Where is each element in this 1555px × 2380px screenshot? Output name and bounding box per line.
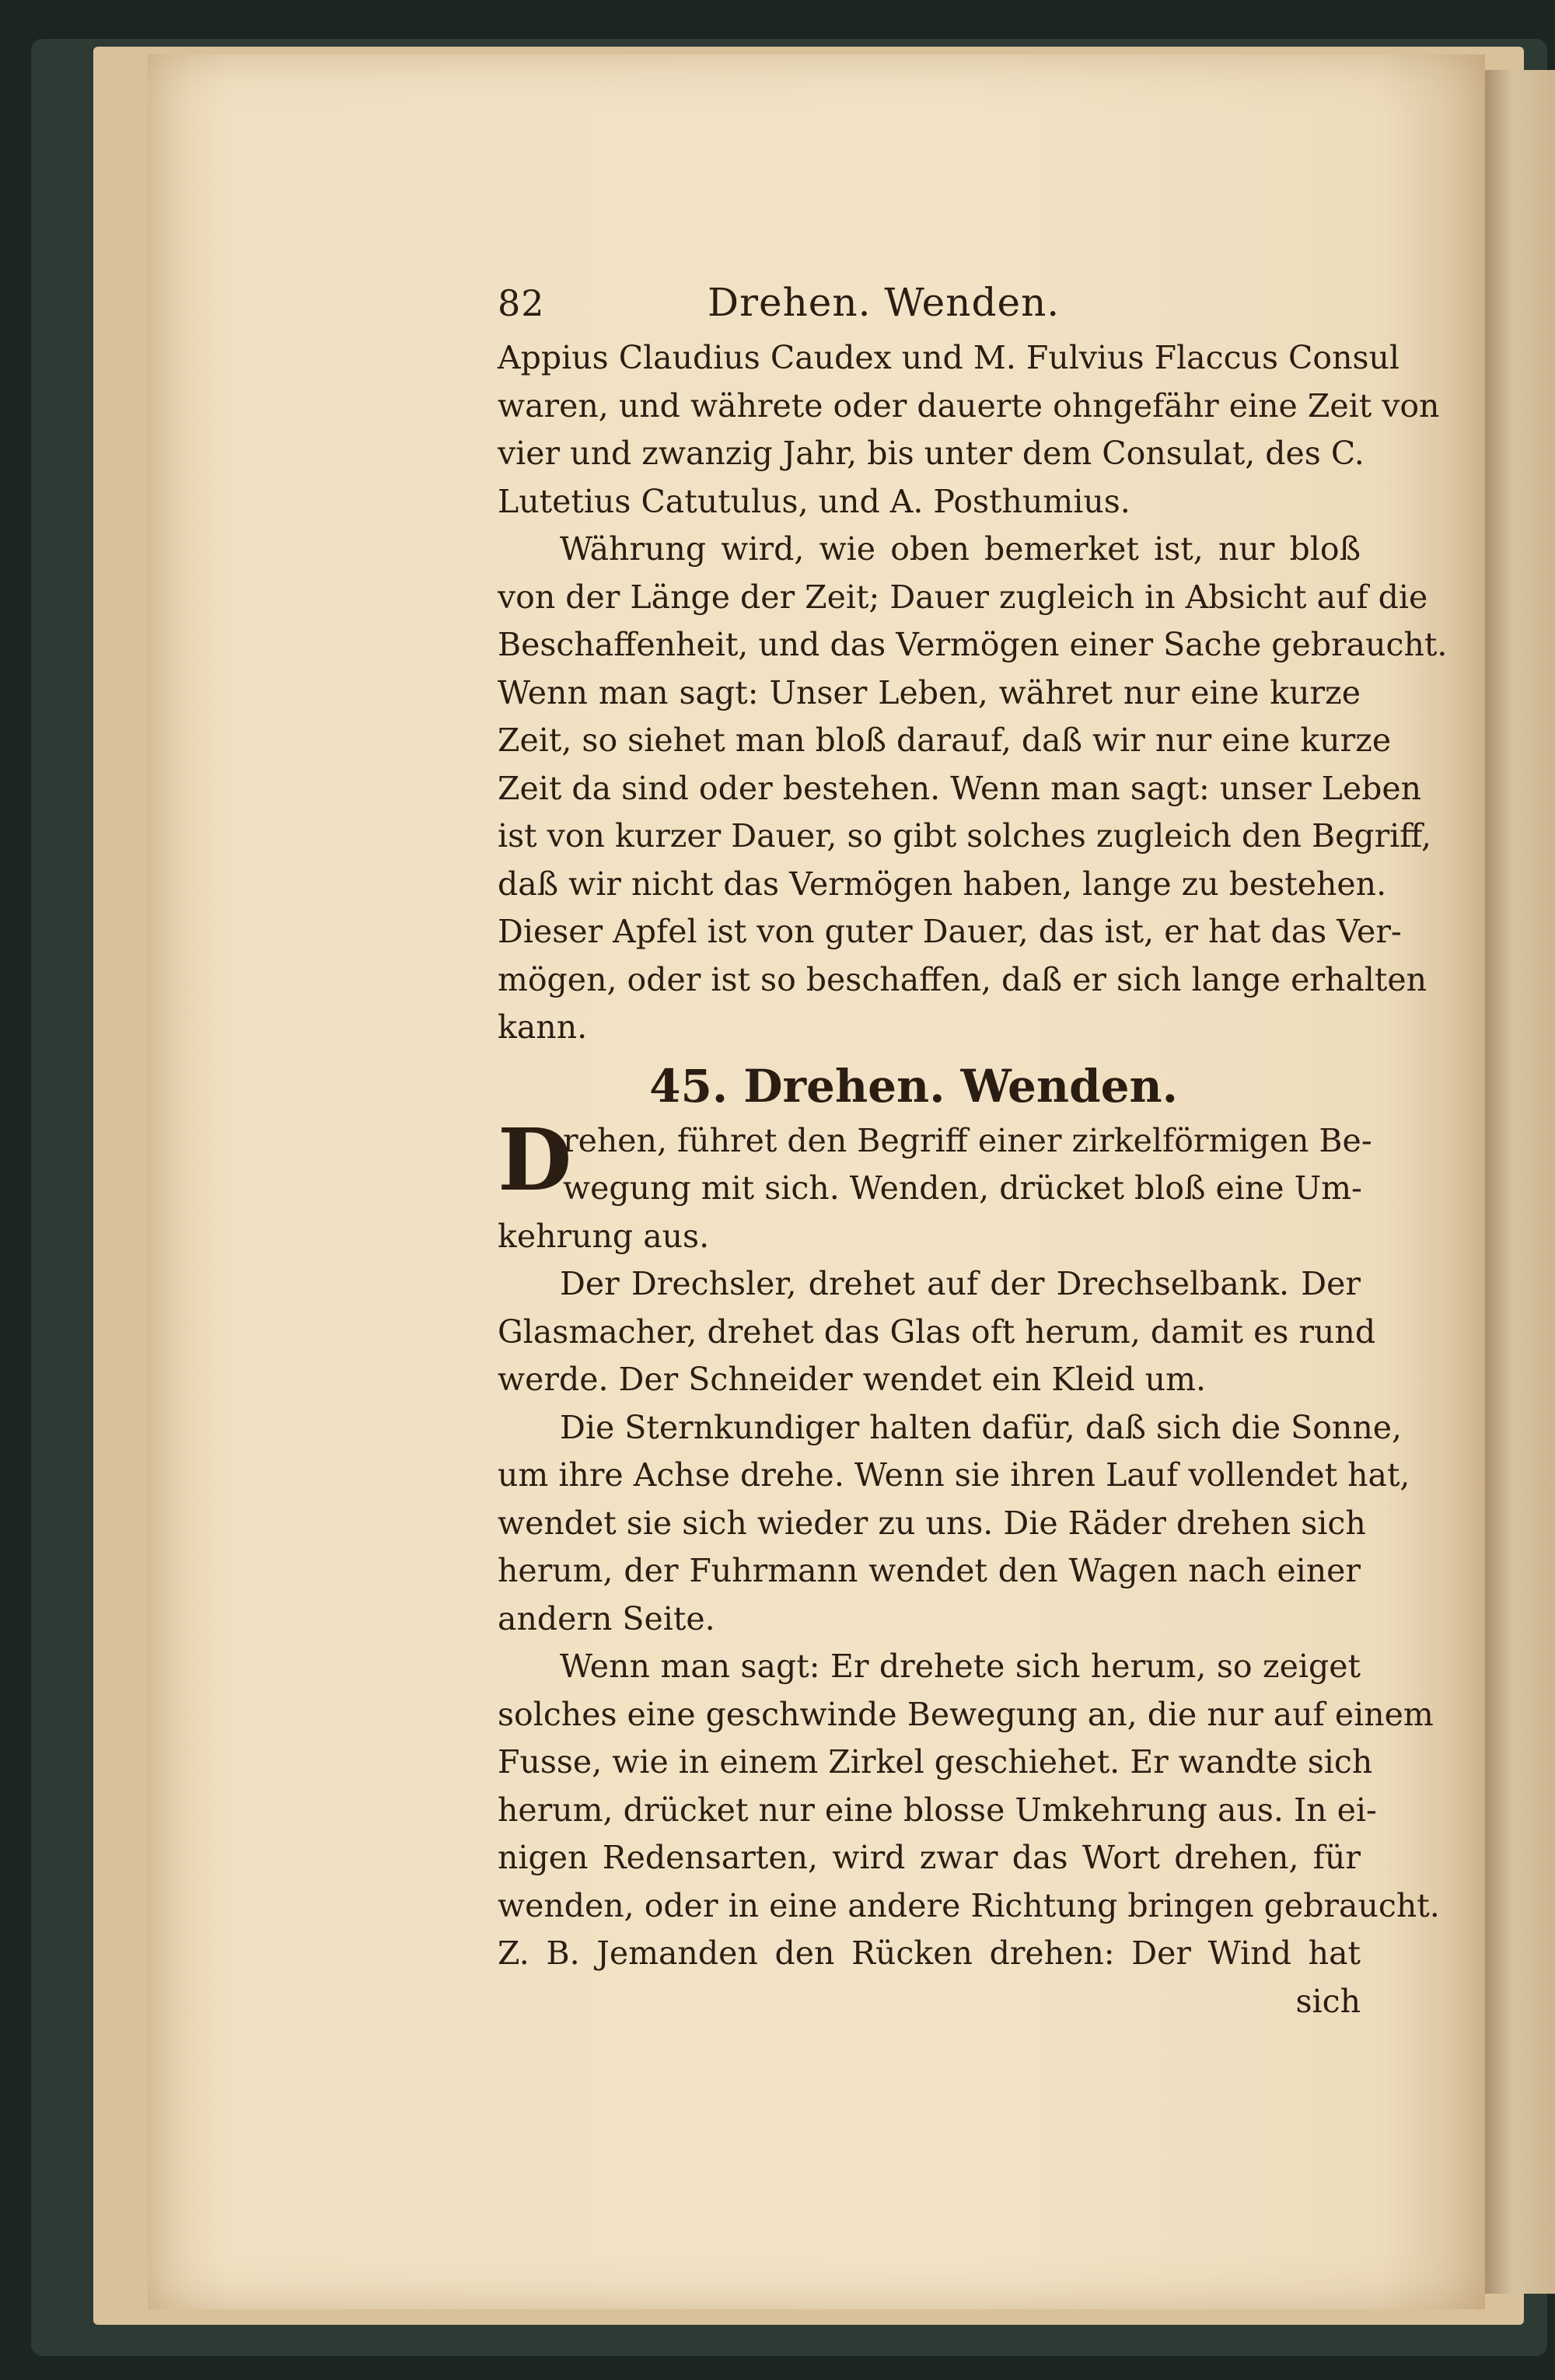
text-line: Wenn man sagt: Unser Leben, währet nur eine kurze <box>498 673 1361 711</box>
text-line: Der Drechsler, drehet auf der Drechselbank. Der <box>560 1265 1361 1302</box>
section-title: 45. Drehen. Wenden. <box>649 1059 1178 1113</box>
text-line: kann. <box>498 1008 588 1046</box>
text-line: wegung mit sich. Wenden, drücket bloß eine Um- <box>563 1169 1362 1207</box>
text-line: werde. Der Schneider wendet ein Kleid um. <box>498 1361 1206 1398</box>
text-line: herum, drücket nur eine blosse Umkehrung aus. In ei- <box>498 1791 1377 1829</box>
text-line: Die Sternkundiger halten dafür, daß sich die Sonne, <box>560 1408 1403 1446</box>
text-line: Lutetius Catutulus, und A. Posthumius. <box>498 482 1130 520</box>
text-line: Fusse, wie in einem Zirkel geschiehet. Er wandte sich <box>498 1743 1373 1781</box>
page-header <box>498 280 1361 334</box>
text-line: herum, der Fuhrmann wendet den Wagen nach einer <box>498 1552 1361 1589</box>
text-line: mögen, oder ist so beschaffen, daß er sich lange erhalten <box>498 960 1427 998</box>
text-line: Währung wird, wie oben bemerket ist, nur bloß <box>560 530 1361 568</box>
text-line: ist von kurzer Dauer, so gibt solches zugleich den Begriff, <box>498 817 1431 854</box>
text-line: Glasmacher, drehet das Glas oft herum, damit es rund <box>498 1312 1376 1351</box>
running-head: Drehen. Wenden. <box>708 280 1061 325</box>
text-block <box>498 280 1448 2025</box>
text-line: wendet sie sich wieder zu uns. Die Räder drehen sich <box>498 1504 1366 1542</box>
text-line: solches eine geschwinde Bewegung an, die nur auf einem <box>498 1695 1434 1733</box>
text-line: Zeit da sind oder bestehen. Wenn man sagt: unser Leben <box>498 769 1422 807</box>
catchword: sich <box>1295 1982 1361 2020</box>
text-line: daß wir nicht das Vermögen haben, lange zu bestehen. <box>498 865 1387 903</box>
text-line: Appius Claudius Caudex und M. Fulvius Flaccus Consul <box>498 339 1400 376</box>
text-line: wenden, oder in eine andere Richtung bringen gebraucht. <box>498 1886 1440 1924</box>
text-line: Z. B. Jemanden den Rücken drehen: Der Wind hat <box>498 1934 1361 1972</box>
text-line: rehen, führet den Begriff einer zirkelförmigen Be- <box>563 1121 1372 1159</box>
text-line: von der Länge der Zeit; Dauer zugleich in Absicht auf die <box>498 578 1428 616</box>
text-line: andern Seite. <box>498 1599 715 1637</box>
drop-cap: D <box>498 1109 572 1210</box>
text-line: Beschaffenheit, und das Vermögen einer Sache gebraucht. <box>498 626 1448 663</box>
drop-cap-paragraph <box>498 1109 1372 1213</box>
text-line: Wenn man sagt: Er drehete sich herum, so zeiget <box>560 1648 1361 1685</box>
text-line: um ihre Achse drehe. Wenn sie ihren Lauf vollendet hat, <box>498 1456 1410 1494</box>
facing-page-edge <box>1485 70 1555 2294</box>
text-line: Zeit, so siehet man bloß darauf, daß wir nur eine kurze <box>498 722 1392 759</box>
text-line: waren, und währete oder dauerte ohngefähr eine Zeit von <box>498 386 1440 425</box>
text-line: kehrung aus. <box>498 1217 710 1255</box>
text-line: nigen Redensarten, wird zwar das Wort drehen, für <box>498 1839 1361 1876</box>
text-line: Dieser Apfel ist von guter Dauer, das ist, er hat das Ver- <box>498 913 1402 950</box>
text-line: vier und zwanzig Jahr, bis unter dem Consulat, des C. <box>498 435 1365 472</box>
page-number: 82 <box>498 282 545 324</box>
